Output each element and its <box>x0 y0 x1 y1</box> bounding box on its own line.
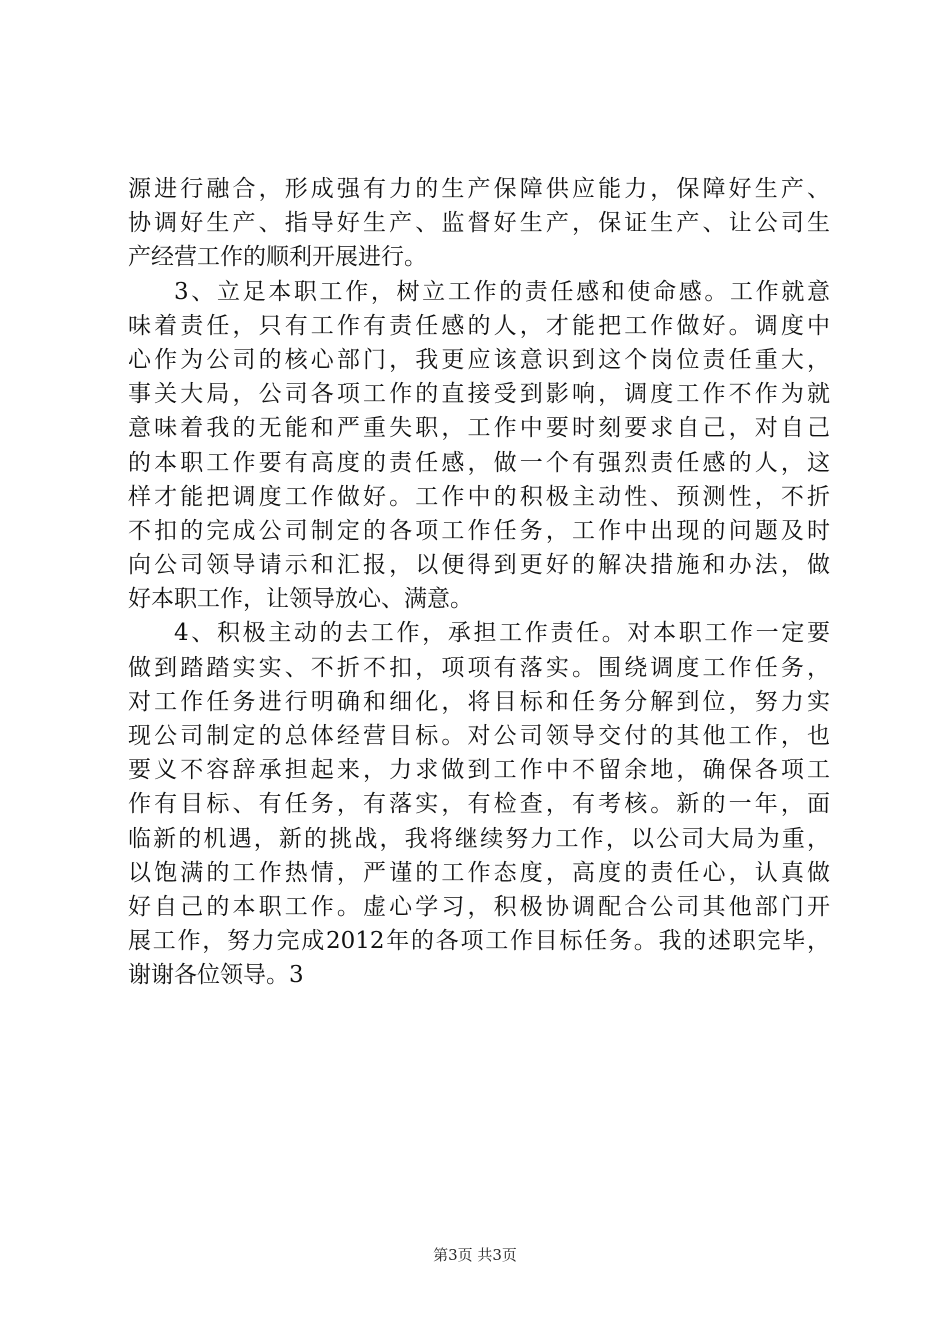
text-line: 好本职工作，让领导放心、满意。 <box>128 586 473 613</box>
text-line: 事关大局，公司各项工作的直接受到影响，调度工作不作为就 <box>128 381 830 408</box>
text-line: 临新的机遇，新的挑战，我将继续努力工作，以公司大局为重， <box>128 825 830 852</box>
text-line: 展工作，努力完成2012年的各项工作目标任务。我的述职完毕， <box>128 928 830 955</box>
text-line: 要义不容辞承担起来，力求做到工作中不留余地，确保各项工 <box>128 757 830 784</box>
text-line: 源进行融合，形成强有力的生产保障供应能力，保障好生产、 <box>128 176 830 202</box>
text-line: 作有目标、有任务，有落实，有检查，有考核。新的一年，面 <box>128 791 830 818</box>
text-line: 产经营工作的顺利开展进行。 <box>128 244 427 271</box>
page-number-footer: 第3页 共3页 <box>433 1246 517 1264</box>
paragraph <box>128 172 830 275</box>
text-line: 味着责任，只有工作有责任感的人，才能把工作做好。调度中 <box>128 312 830 339</box>
paragraph <box>128 275 830 617</box>
text-line: 心作为公司的核心部门，我更应该意识到这个岗位责任重大， <box>128 346 830 373</box>
text-line: 向公司领导请示和汇报，以便得到更好的解决措施和办法，做 <box>128 552 830 579</box>
text-line: 谢谢各位领导。3 <box>128 962 304 989</box>
text-line: 做到踏踏实实、不折不扣，项项有落实。围绕调度工作任务， <box>128 654 830 681</box>
text-line: 对工作任务进行明确和细化，将目标和任务分解到位，努力实 <box>128 688 830 715</box>
text-line: 意味着我的无能和严重失职，工作中要时刻要求自己，对自己 <box>128 415 830 442</box>
document-body <box>128 172 830 993</box>
text-line: 不扣的完成公司制定的各项工作任务，工作中出现的问题及时 <box>128 517 830 544</box>
text-line: 现公司制定的总体经营目标。对公司领导交付的其他工作，也 <box>128 723 830 749</box>
text-line: 4、积极主动的去工作，承担工作责任。对本职工作一定要 <box>174 620 830 647</box>
paragraph <box>128 616 830 992</box>
text-line: 样才能把调度工作做好。工作中的积极主动性、预测性，不折 <box>128 483 830 510</box>
text-line: 3、立足本职工作，树立工作的责任感和使命感。工作就意 <box>174 278 830 305</box>
text-line: 好自己的本职工作。虚心学习，积极协调配合公司其他部门开 <box>128 893 830 920</box>
text-line: 以饱满的工作热情，严谨的工作态度，高度的责任心，认真做 <box>128 859 830 886</box>
text-line: 的本职工作要有高度的责任感，做一个有强烈责任感的人，这 <box>128 449 830 476</box>
text-line: 协调好生产、指导好生产、监督好生产，保证生产、让公司生 <box>128 210 830 237</box>
